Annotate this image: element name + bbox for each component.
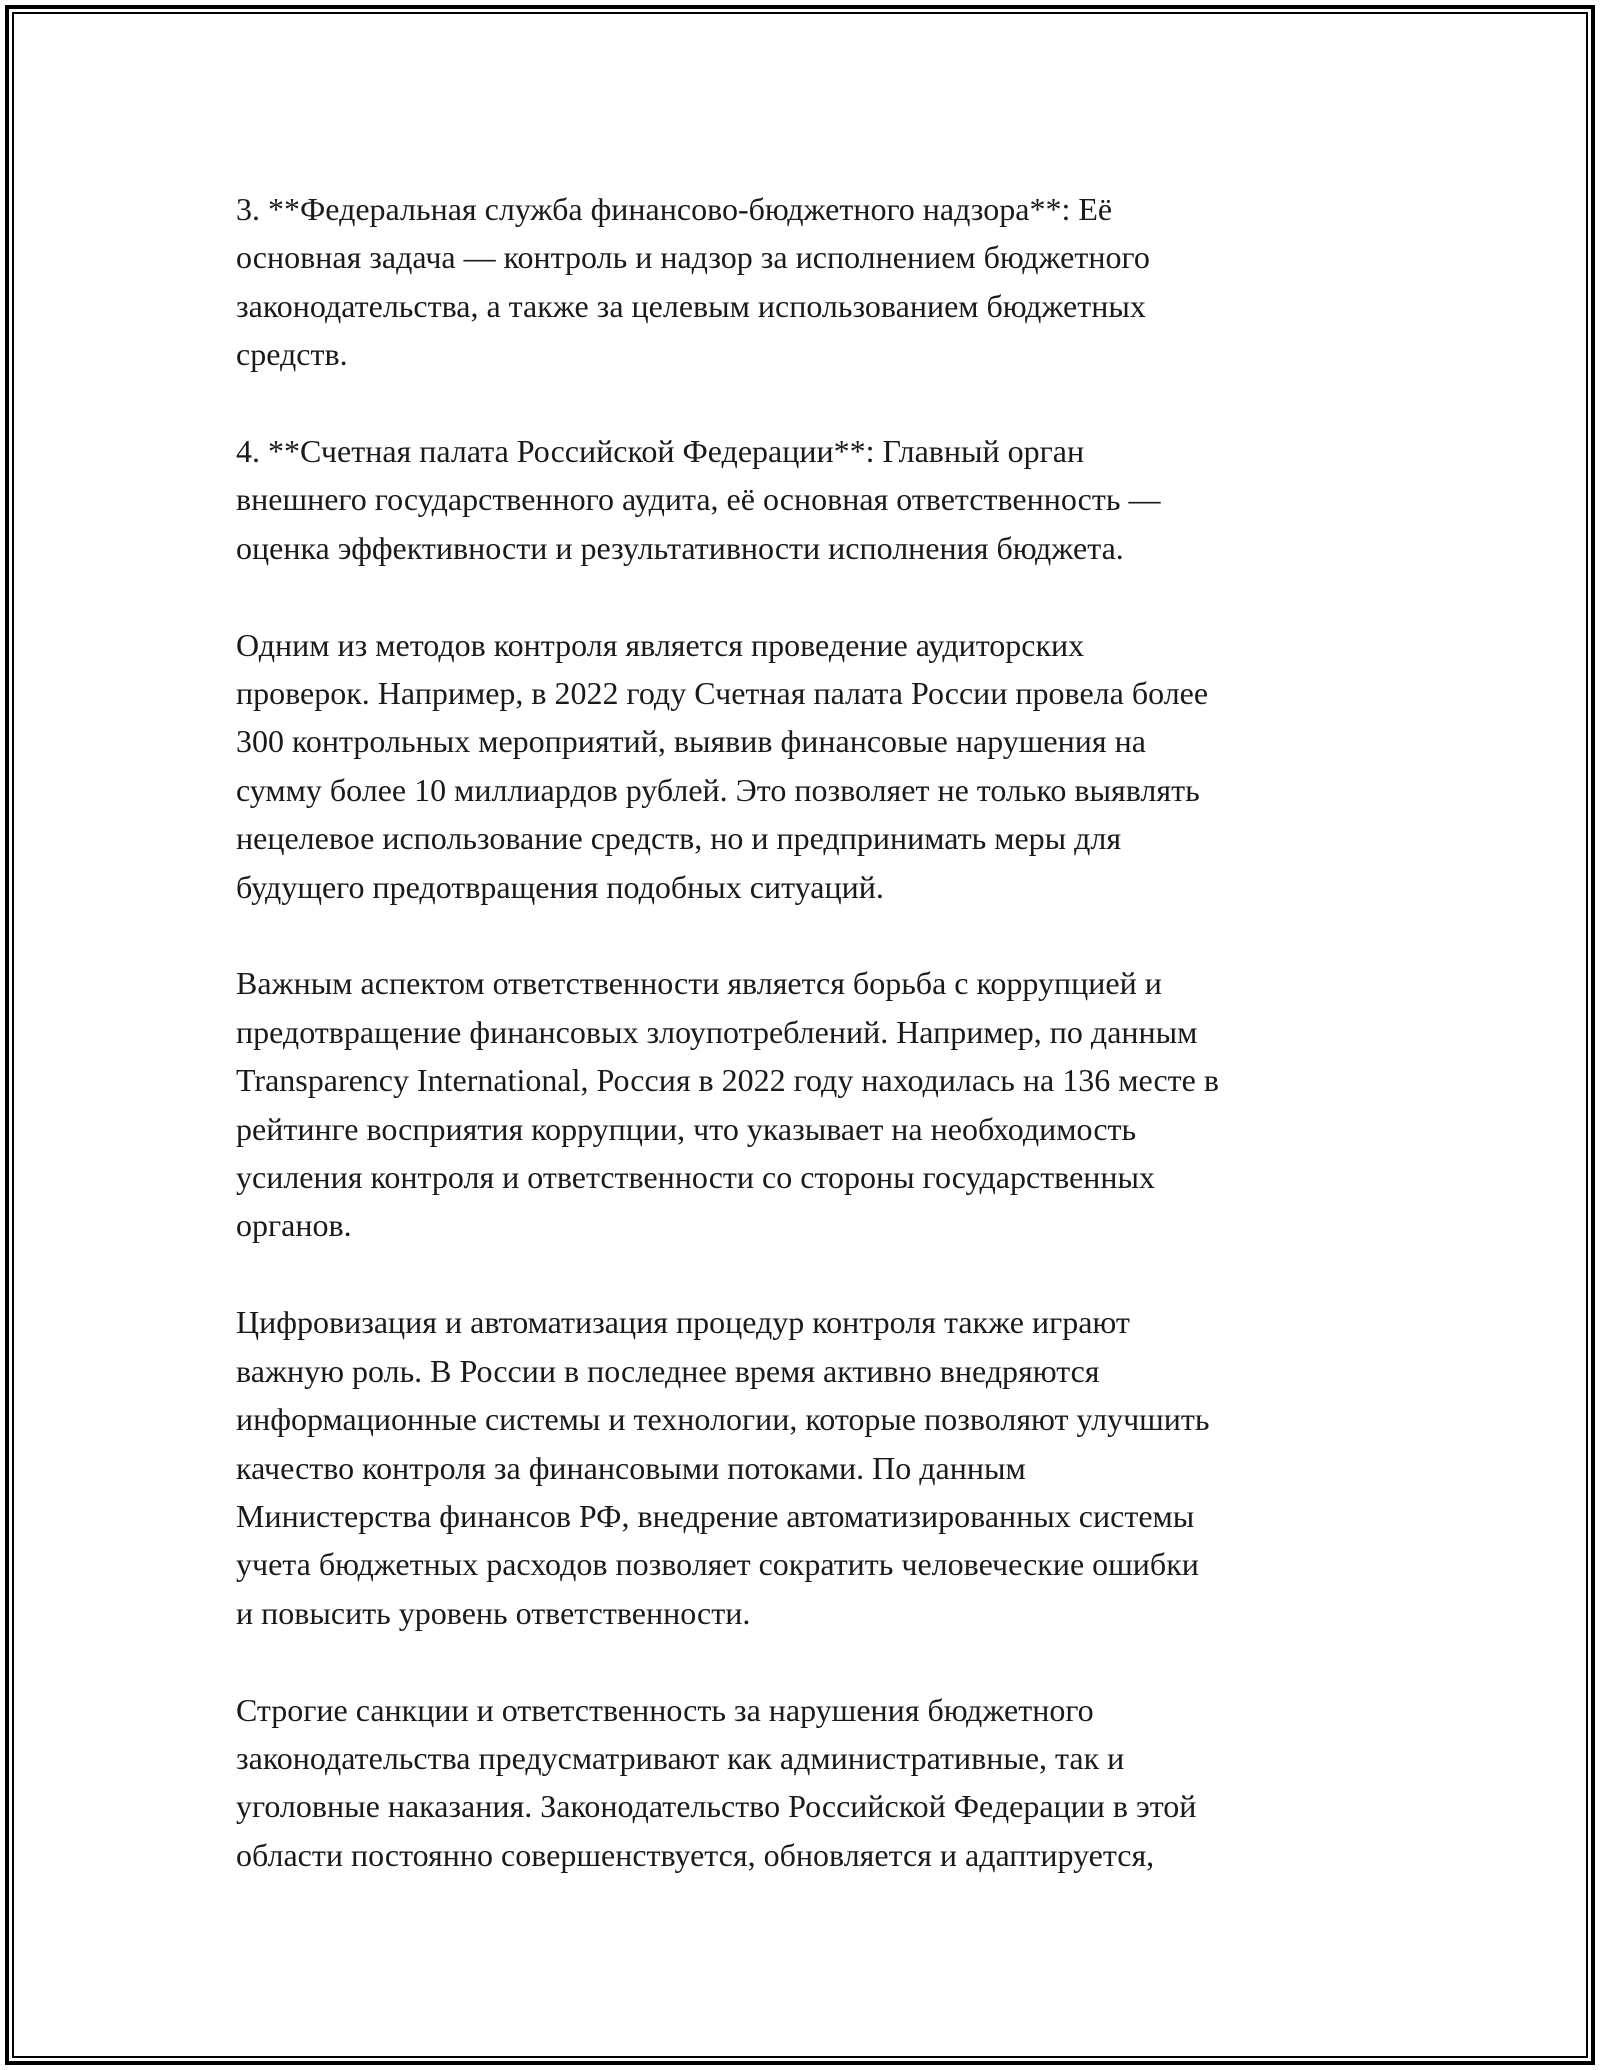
paragraph-audit-checks: Одним из методов контроля является проведение аудиторских проверок. Например, в 2022 году Счетная палата России провела более 300 контрольных мероприятий, выявив финансовые нарушения на сумму более 10 миллиардов рублей. Это позволяет не только выявлять нецелевое использование средств, но и предпринимать меры для будущего предотвращения подобных ситуаций.: [236, 626, 1209, 905]
paragraph-federal-service: 3. **Федеральная служба финансово-бюджетного надзора**: Её основная задача — контроль и надзор за исполнением бюджетного законодательства, а также за целевым использованием бюджетных средств.: [236, 191, 1150, 373]
paragraph-digitalization: Цифровизация и автоматизация процедур контроля также играют важную роль. В России в последнее время активно внедряются информационные системы и технологии, которые позволяют улучшить качество контроля за финансовыми потоками. По данным Министерства финансов РФ, внедрение автоматизированных системы учета бюджетных расходов позволяет сократить человеческие ошибки и повысить уровень ответственности.: [236, 1304, 1210, 1631]
paragraph-accounts-chamber: 4. **Счетная палата Российской Федерации**: Главный орган внешнего государственного аудита, её основная ответственность — оценка эффективности и результативности исполнения бюджета.: [236, 433, 1161, 566]
document-body: [236, 185, 1386, 1879]
paragraph-sanctions: Строгие санкции и ответственность за нарушения бюджетного законодательства предусматривают как административные, так и уголовные наказания. Законодательство Российской Федерации в этой области постоянно совершенствуется, обновляется и адаптируется,: [236, 1691, 1197, 1873]
paragraph-corruption: Важным аспектом ответственности является борьба с коррупцией и предотвращение финансовых злоупотреблений. Например, по данным Transparency International, Россия в 2022 году находилась на 136 месте в рейтинге восприятия коррупции, что указывает на необходимость усиления контроля и ответственности со стороны государственных органов.: [236, 965, 1219, 1244]
